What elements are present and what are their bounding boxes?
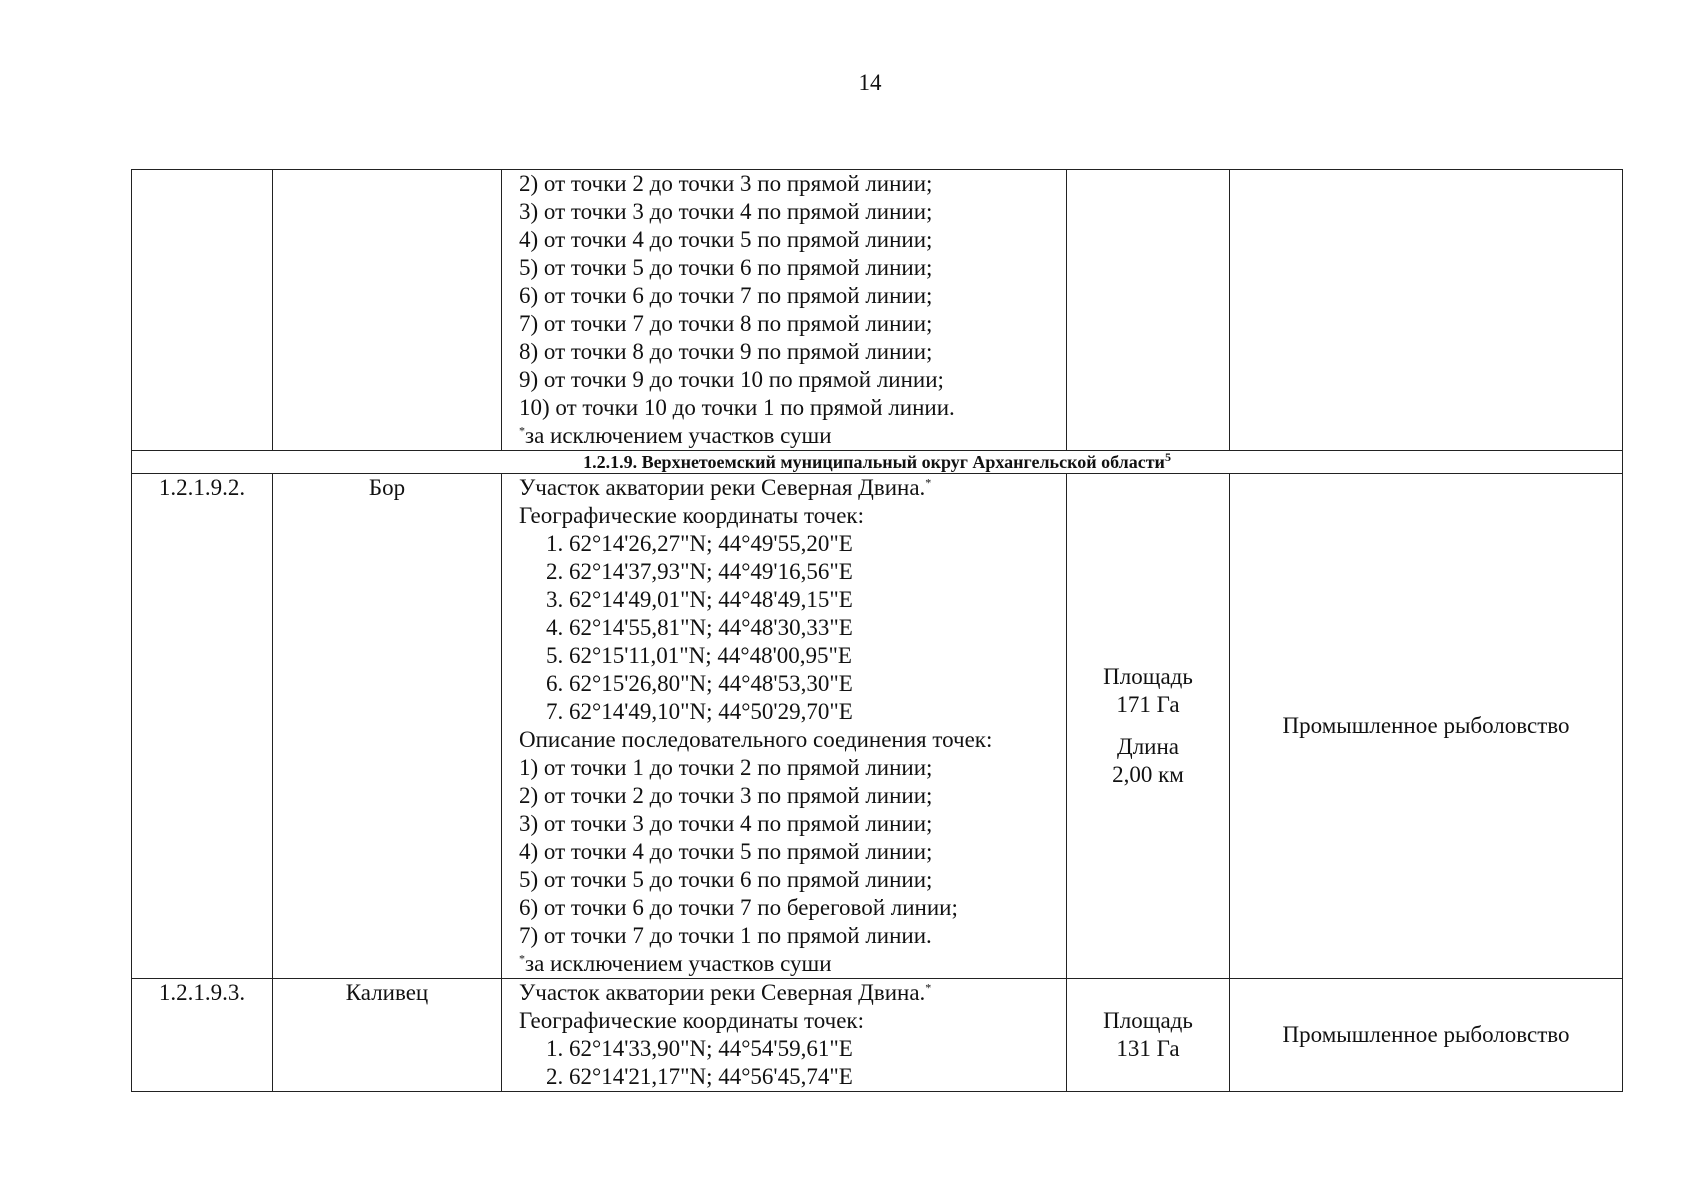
cell-description [502,474,1067,979]
area-header-text: Участок акватории реки Северная Двина. [519,980,926,1005]
coordinate-item: 3. 62°14'49,01"N; 44°48'49,15"E [546,587,853,612]
connection-line: 3) от точки 3 до точки 4 по прямой линии; [519,811,933,836]
spacer [1067,719,1229,733]
description-label: Описание последовательного соединения точек: [519,727,993,752]
connection-line: 3) от точки 3 до точки 4 по прямой линии; [519,199,933,224]
cell-name: Каливец [273,979,502,1092]
area-label: Площадь [1103,664,1193,689]
coords-label: Географические координаты точек: [519,1008,864,1033]
connection-line: 2) от точки 2 до точки 3 по прямой линии; [519,171,933,196]
area-value: 171 Га [1116,692,1180,717]
length-value: 2,00 км [1112,762,1184,787]
table-row [132,979,1623,1092]
coordinate-item: 5. 62°15'11,01"N; 44°48'00,95"E [546,643,852,668]
connection-line: 7) от точки 7 до точки 8 по прямой линии; [519,311,933,336]
cell-description [502,979,1067,1092]
area-label: Площадь [1103,1008,1193,1033]
coordinate-item: 1. 62°14'26,27"N; 44°49'55,20"E [546,531,853,556]
coordinate-item: 6. 62°15'26,80"N; 44°48'53,30"E [546,671,853,696]
connection-line: 8) от точки 8 до точки 9 по прямой линии; [519,339,933,364]
footnote-mark: * [519,951,525,966]
cell-purpose: Промышленное рыболовство [1230,979,1623,1092]
cell-number: 1.2.1.9.2. [132,474,273,979]
coordinate-item: 4. 62°14'55,81"N; 44°48'30,33"E [546,615,853,640]
connection-line: 5) от точки 5 до точки 6 по прямой линии; [519,255,933,280]
coordinate-item: 1. 62°14'33,90"N; 44°54'59,61"E [546,1036,853,1061]
fishing-areas-table [131,169,1623,1092]
coordinate-item: 2. 62°14'21,17"N; 44°56'45,74"E [546,1064,853,1089]
cell-size [1067,979,1230,1092]
area-value: 131 Га [1116,1036,1180,1061]
connection-line: 6) от точки 6 до точки 7 по прямой линии; [519,283,933,308]
area-header [519,474,1066,502]
connection-line: 7) от точки 7 до точки 1 по прямой линии. [519,923,932,948]
cell-size [1067,474,1230,979]
section-title: 1.2.1.9. Верхнетоемский муниципальный округ Архангельской области [583,452,1165,472]
connection-line: 9) от точки 9 до точки 10 по прямой линии; [519,367,944,392]
connection-line: 5) от точки 5 до точки 6 по прямой линии; [519,867,933,892]
footnote-line [519,422,1066,450]
cell-name [273,170,502,451]
page-number: 14 [858,70,882,95]
cell-number [132,170,273,451]
connection-line: 6) от точки 6 до точки 7 по береговой линии; [519,895,958,920]
cell-description [502,170,1067,451]
connection-line: 4) от точки 4 до точки 5 по прямой линии; [519,227,933,252]
section-footnote-ref: 5 [1164,450,1171,464]
footnote-line [519,950,1066,978]
area-header-text: Участок акватории реки Северная Двина. [519,475,926,500]
section-heading [132,451,1623,474]
footnote-text: за исключением участков суши [525,423,832,448]
footnote-text: за исключением участков суши [525,951,832,976]
footnote-mark: * [519,423,525,438]
coords-label: Географические координаты точек: [519,503,864,528]
connection-line: 1) от точки 1 до точки 2 по прямой линии; [519,755,933,780]
section-heading-row [132,451,1623,474]
cell-number: 1.2.1.9.3. [132,979,273,1092]
cell-purpose [1230,170,1623,451]
connection-line: 2) от точки 2 до точки 3 по прямой линии; [519,783,933,808]
cell-size [1067,170,1230,451]
footnote-mark: * [925,980,932,995]
table-row [132,170,1623,451]
cell-name: Бор [273,474,502,979]
cell-purpose: Промышленное рыболовство [1230,474,1623,979]
connection-line: 10) от точки 10 до точки 1 по прямой линии. [519,395,955,420]
coordinate-item: 7. 62°14'49,10"N; 44°50'29,70"E [546,699,853,724]
coordinate-item: 2. 62°14'37,93"N; 44°49'16,56"E [546,559,853,584]
connection-line: 4) от точки 4 до точки 5 по прямой линии; [519,839,933,864]
footnote-mark: * [925,475,932,490]
length-label: Длина [1117,734,1179,759]
table-row [132,474,1623,979]
area-header [519,979,1066,1007]
